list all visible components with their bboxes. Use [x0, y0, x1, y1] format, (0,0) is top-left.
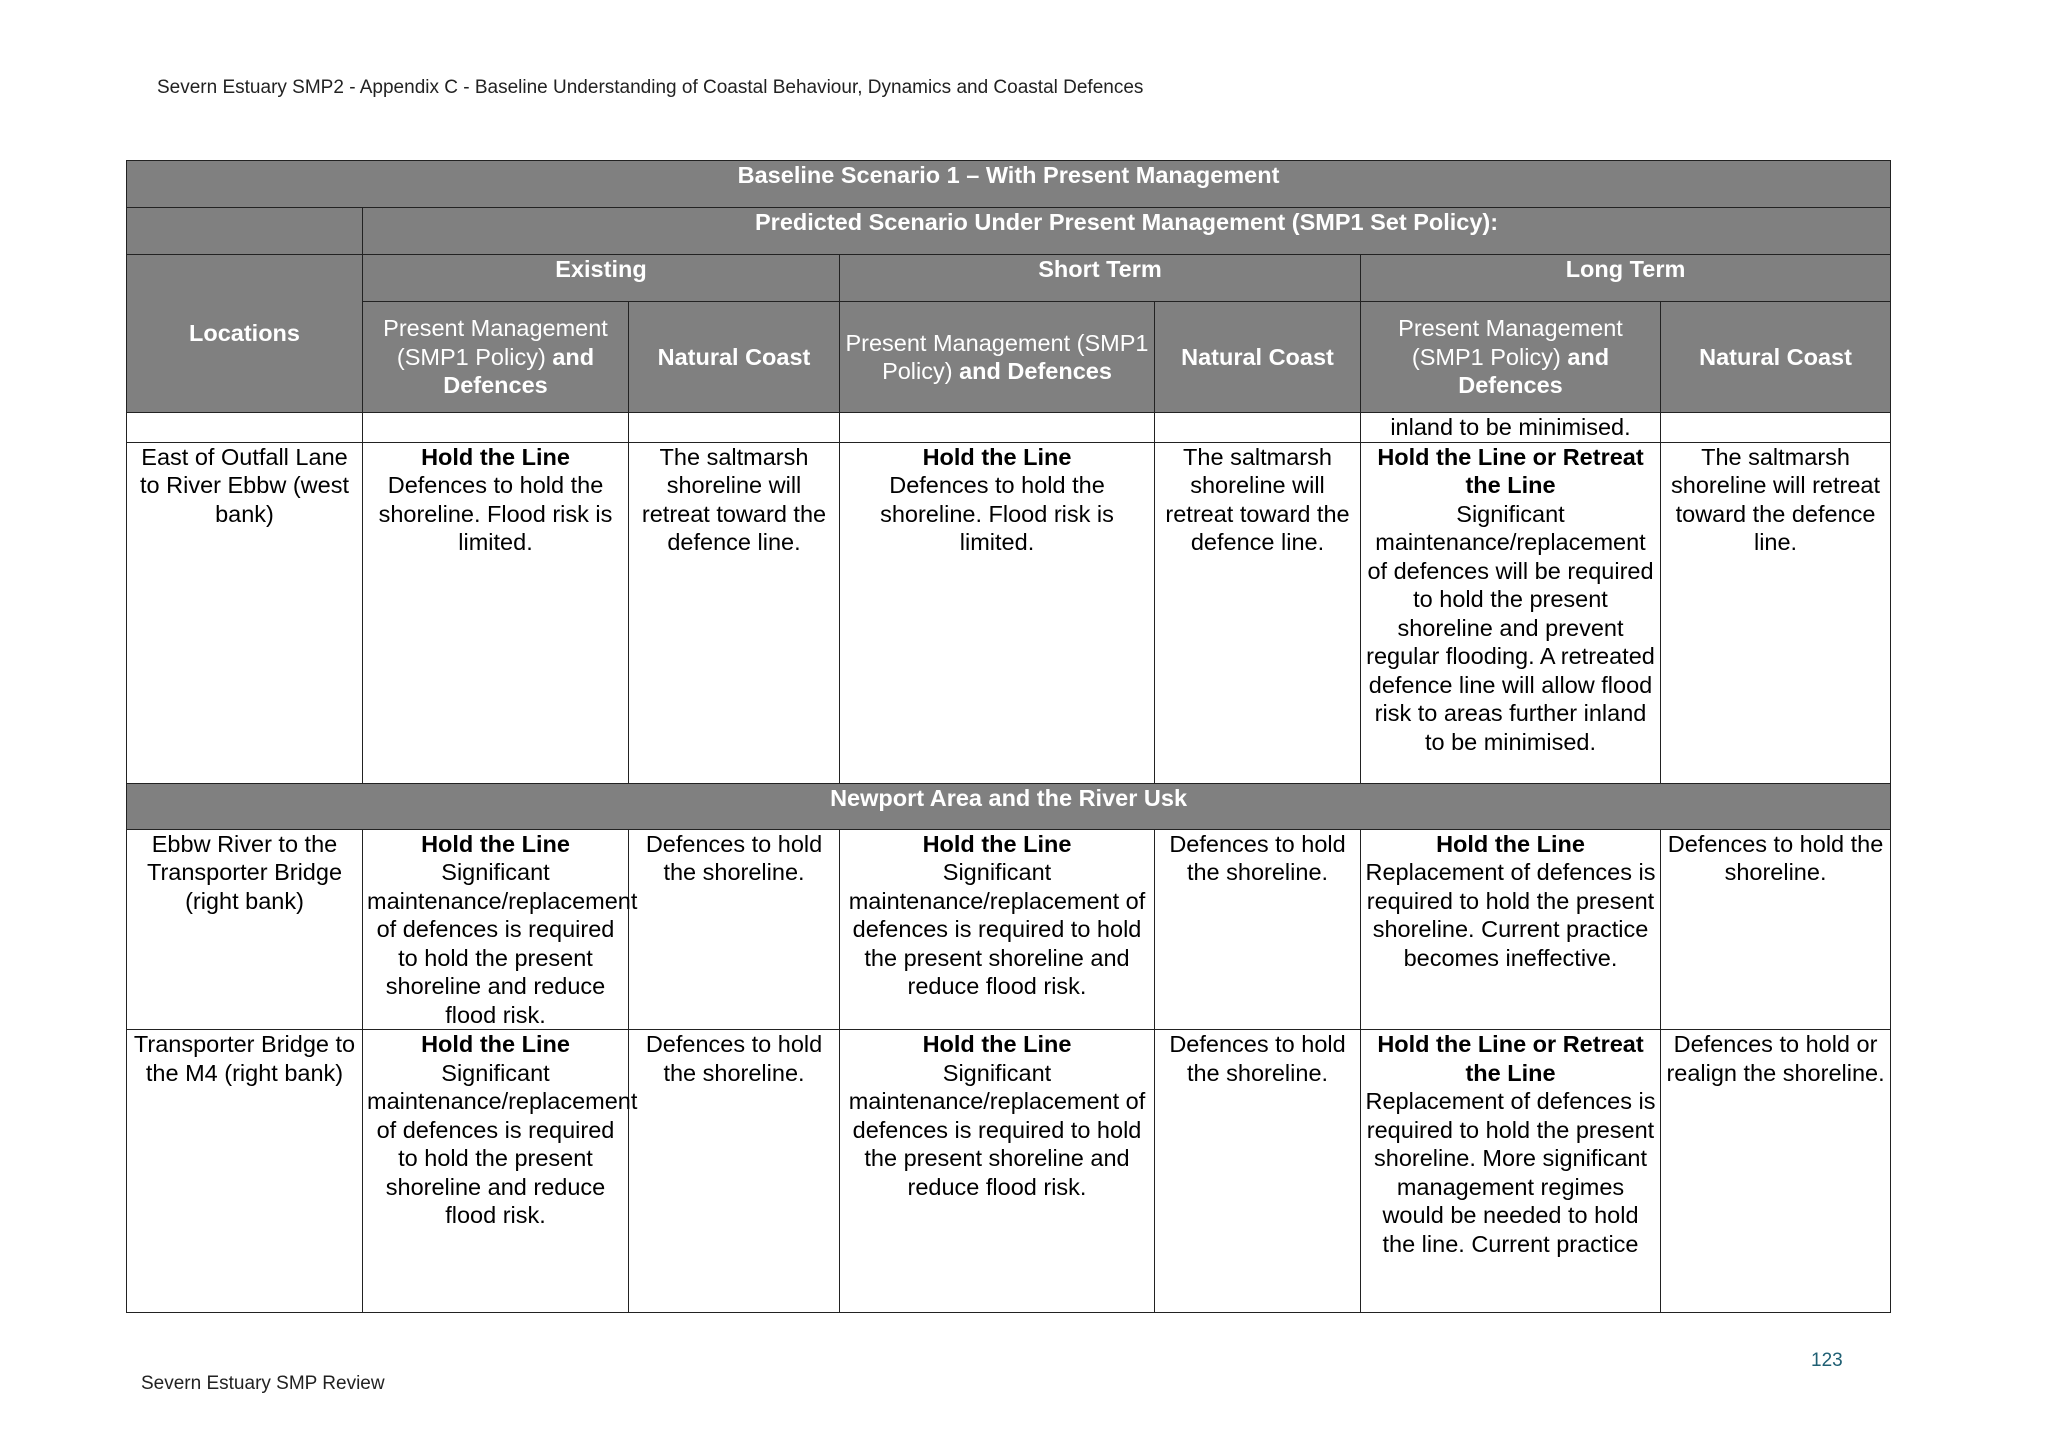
table-title-row — [127, 161, 1891, 208]
long-natural-cell: Defences to hold the shoreline. — [1661, 829, 1891, 1030]
pm-header-normal: Present Management (SMP1 Policy) — [383, 315, 608, 370]
policy-description: Significant maintenance/replacement of defences will be required to hold the present shoreline and prevent regular flooding. A retreated defence line will allow flood risk to areas further inland to be minimised. — [1366, 500, 1655, 755]
policy-description: Replacement of defences is required to hold the present shoreline. More significant management regimes would be needed to hold the line. Current practice — [1365, 1088, 1656, 1257]
baseline-scenario-table — [126, 160, 1891, 1313]
period-existing-header: Existing — [363, 255, 840, 302]
long-natural-cell: The saltmarsh shoreline will retreat toward the defence line. — [1661, 442, 1891, 783]
pm-header-normal: Present Management (SMP1 Policy) — [1398, 315, 1623, 370]
table-row — [127, 829, 1891, 1030]
page-number: 123 — [1811, 1350, 1843, 1371]
existing-policy-cell — [363, 829, 638, 1030]
location-cell: Transporter Bridge to the M4 (right bank) — [127, 1030, 363, 1313]
short-natural-cell: Defences to hold the shoreline. — [1155, 1030, 1361, 1313]
section-row — [127, 783, 1891, 829]
short-natural-cell: Defences to hold the shoreline. — [1155, 829, 1361, 1030]
natural-coast-header: Natural Coast — [629, 302, 840, 413]
policy-label: Hold the Line or Retreat the Line — [1377, 443, 1644, 498]
location-cell: East of Outfall Lane to River Ebbw (west bank) — [127, 442, 363, 783]
table-cell — [1155, 413, 1361, 443]
blank-header-cell — [127, 208, 363, 255]
table-cell — [363, 413, 629, 443]
short-policy-cell — [840, 442, 1155, 783]
long-policy-cell — [1361, 442, 1661, 783]
location-cell: Ebbw River to the Transporter Bridge (right bank) — [127, 829, 363, 1030]
present-management-header — [363, 302, 629, 413]
continuation-cell: inland to be minimised. — [1361, 413, 1661, 443]
policy-label: Hold the Line — [421, 443, 570, 470]
short-policy-cell — [840, 829, 1155, 1030]
policy-label: Hold the Line — [922, 443, 1072, 470]
period-long-term-header: Long Term — [1361, 255, 1891, 302]
pm-header-bold: and Defences — [1458, 343, 1610, 399]
existing-policy-cell — [363, 442, 629, 783]
policy-label: Hold the Line — [1436, 830, 1585, 857]
existing-natural-cell: Defences to hold the shoreline. — [629, 829, 840, 1030]
long-policy-cell — [1361, 1030, 1661, 1313]
continuation-row — [127, 413, 1891, 443]
policy-description: Significant maintenance/replacement of defences is required to hold the present shoreline and reduce flood risk. — [367, 1059, 638, 1228]
periods-row — [127, 255, 1891, 302]
present-management-header — [840, 302, 1155, 413]
predicted-row — [127, 208, 1891, 255]
section-header: Newport Area and the River Usk — [127, 783, 1891, 829]
short-policy-cell — [840, 1030, 1155, 1313]
pm-header-bold: and Defences — [443, 343, 595, 399]
predicted-scenario-header: Predicted Scenario Under Present Management (SMP1 Set Policy): — [363, 208, 1891, 255]
long-policy-cell — [1361, 829, 1661, 1030]
policy-description: Defences to hold the shoreline. Flood risk is limited. — [880, 472, 1114, 555]
long-natural-cell: Defences to hold or realign the shoreline. — [1661, 1030, 1891, 1313]
table-cell — [840, 413, 1155, 443]
policy-label: Hold the Line — [922, 1031, 1072, 1057]
pm-header-normal: Present Management (SMP1 Policy) — [845, 329, 1149, 384]
pm-header-bold: and Defences — [959, 358, 1112, 384]
policy-label: Hold the Line — [421, 1031, 570, 1057]
page-footer: Severn Estuary SMP Review — [141, 1373, 385, 1394]
table-cell — [127, 413, 363, 443]
policy-description: Significant maintenance/replacement of defences is required to hold the present shoreline and reduce flood risk. — [848, 1059, 1146, 1200]
policy-description: Significant maintenance/replacement of defences is required to hold the present shoreline and reduce flood risk. — [848, 859, 1146, 999]
period-short-term-header: Short Term — [840, 255, 1361, 302]
natural-coast-header: Natural Coast — [1661, 302, 1891, 413]
existing-natural-cell: The saltmarsh shoreline will retreat toward the defence line. — [629, 442, 840, 783]
natural-coast-header: Natural Coast — [1155, 302, 1361, 413]
present-management-header — [1361, 302, 1661, 413]
table-row — [127, 442, 1891, 783]
table-row — [127, 1030, 1891, 1313]
policy-label: Hold the Line — [922, 830, 1072, 857]
policy-description: Defences to hold the shoreline. Flood risk is limited. — [378, 472, 613, 555]
table-title: Baseline Scenario 1 – With Present Management — [127, 161, 1891, 208]
page-header: Severn Estuary SMP2 - Appendix C - Baseline Understanding of Coastal Behaviour, Dynamics and Coastal Defences — [157, 77, 1144, 98]
existing-natural-cell: Defences to hold the shoreline. — [629, 1030, 840, 1313]
short-natural-cell: The saltmarsh shoreline will retreat toward the defence line. — [1155, 442, 1361, 783]
subheader-row — [127, 302, 1891, 413]
policy-label: Hold the Line — [421, 830, 570, 857]
table-cell — [629, 413, 840, 443]
policy-label: Hold the Line or Retreat the Line — [1377, 1031, 1644, 1086]
locations-header: Locations — [127, 255, 363, 413]
policy-description: Significant maintenance/replacement of defences is required to hold the present shoreline and reduce flood risk. — [367, 859, 638, 1028]
policy-description: Replacement of defences is required to hold the present shoreline. Current practice becomes ineffective. — [1365, 859, 1656, 971]
existing-policy-cell — [363, 1030, 638, 1313]
table-cell — [1661, 413, 1891, 443]
